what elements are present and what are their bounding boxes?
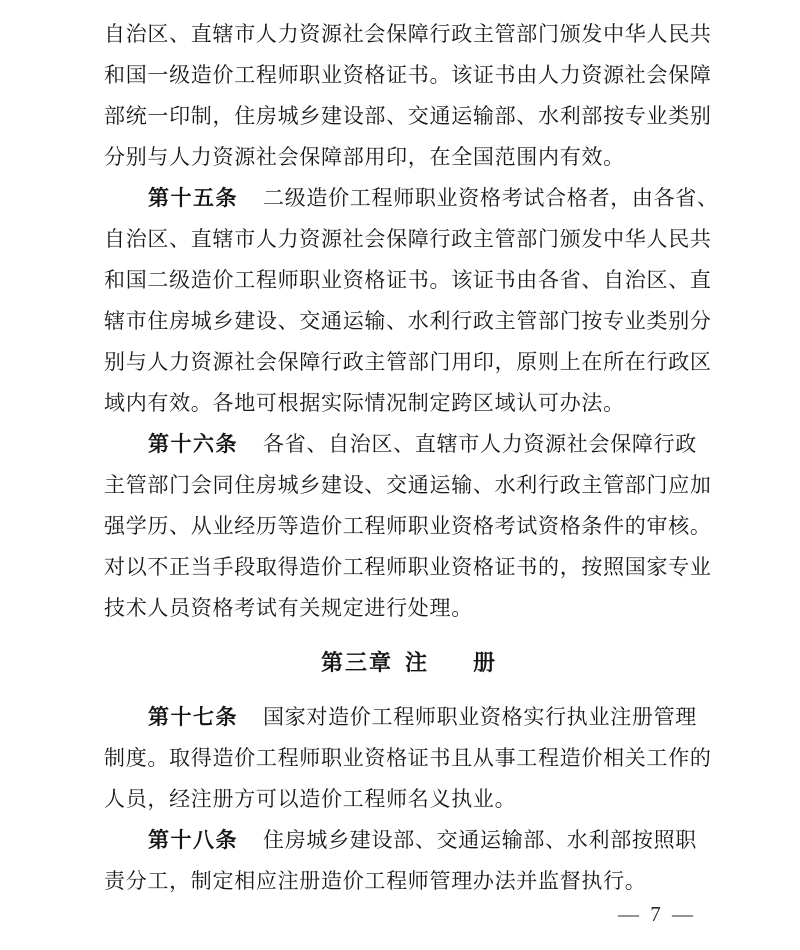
body-text-line: 人员，经注册方可以造价工程师名义执业。 (104, 787, 517, 811)
article-16-first-line (104, 424, 714, 465)
article-18-text: 住房城乡建设部、交通运输部、水利部按照职 (263, 828, 697, 852)
article-16-text: 各省、自治区、直辖市人力资源社会保障行政 (263, 432, 697, 456)
body-text-line: 部统一印制，住房城乡建设部、交通运输部、水利部按专业类别 (104, 104, 712, 128)
document-body (104, 14, 719, 902)
article-15-first-line (104, 178, 719, 219)
article-17-first-line (104, 697, 714, 738)
article-16-label: 第十六条 (148, 432, 238, 456)
body-text-line: 技术人员资格考试有关规定进行处理。 (104, 596, 473, 620)
chapter-title-char: 册 (473, 650, 498, 675)
body-text-line: 责分工，制定相应注册造价工程师管理办法并监督执行。 (104, 869, 647, 893)
chapter-title-char: 注 (404, 650, 429, 675)
body-text-line: 自治区、直辖市人力资源社会保障行政主管部门颁发中华人民共 (104, 227, 712, 251)
body-text-line: 域内有效。各地可根据实际情况制定跨区域认可办法。 (104, 391, 625, 415)
body-text-line: 辖市住房城乡建设、交通运输、水利行政主管部门按专业类别分 (104, 309, 712, 333)
article-17-text: 国家对造价工程师职业资格实行执业注册管理 (263, 705, 697, 729)
body-text-line: 对以不正当手段取得造价工程师职业资格证书的，按照国家专业 (104, 555, 712, 579)
article-15-label: 第十五条 (148, 186, 238, 210)
body-text-line: 分别与人力资源社会保障部用印，在全国范围内有效。 (104, 145, 625, 169)
article-18-first-line (104, 820, 714, 861)
chapter-heading (104, 642, 714, 683)
chapter-number: 第三章 (320, 650, 393, 675)
body-text-line: 别与人力资源社会保障行政主管部门用印，原则上在所在行政区 (104, 350, 712, 374)
page-number: — 7 — (618, 902, 696, 926)
body-text-line: 和国一级造价工程师职业资格证书。该证书由人力资源社会保障 (104, 63, 712, 87)
body-text-line: 主管部门会同住房城乡建设、交通运输、水利行政主管部门应加 (104, 473, 712, 497)
article-15-text: 二级造价工程师职业资格考试合格者，由各省、 (263, 186, 719, 210)
article-17-label: 第十七条 (148, 705, 238, 729)
body-text-line: 制度。取得造价工程师职业资格证书且从事工程造价相关工作的 (104, 746, 712, 770)
body-text-line: 自治区、直辖市人力资源社会保障行政主管部门颁发中华人民共 (104, 22, 712, 46)
body-text-line: 和国二级造价工程师职业资格证书。该证书由各省、自治区、直 (104, 268, 712, 292)
article-18-label: 第十八条 (148, 828, 238, 852)
body-text-line: 强学历、从业经历等造价工程师职业资格考试资格条件的审核。 (104, 514, 712, 538)
